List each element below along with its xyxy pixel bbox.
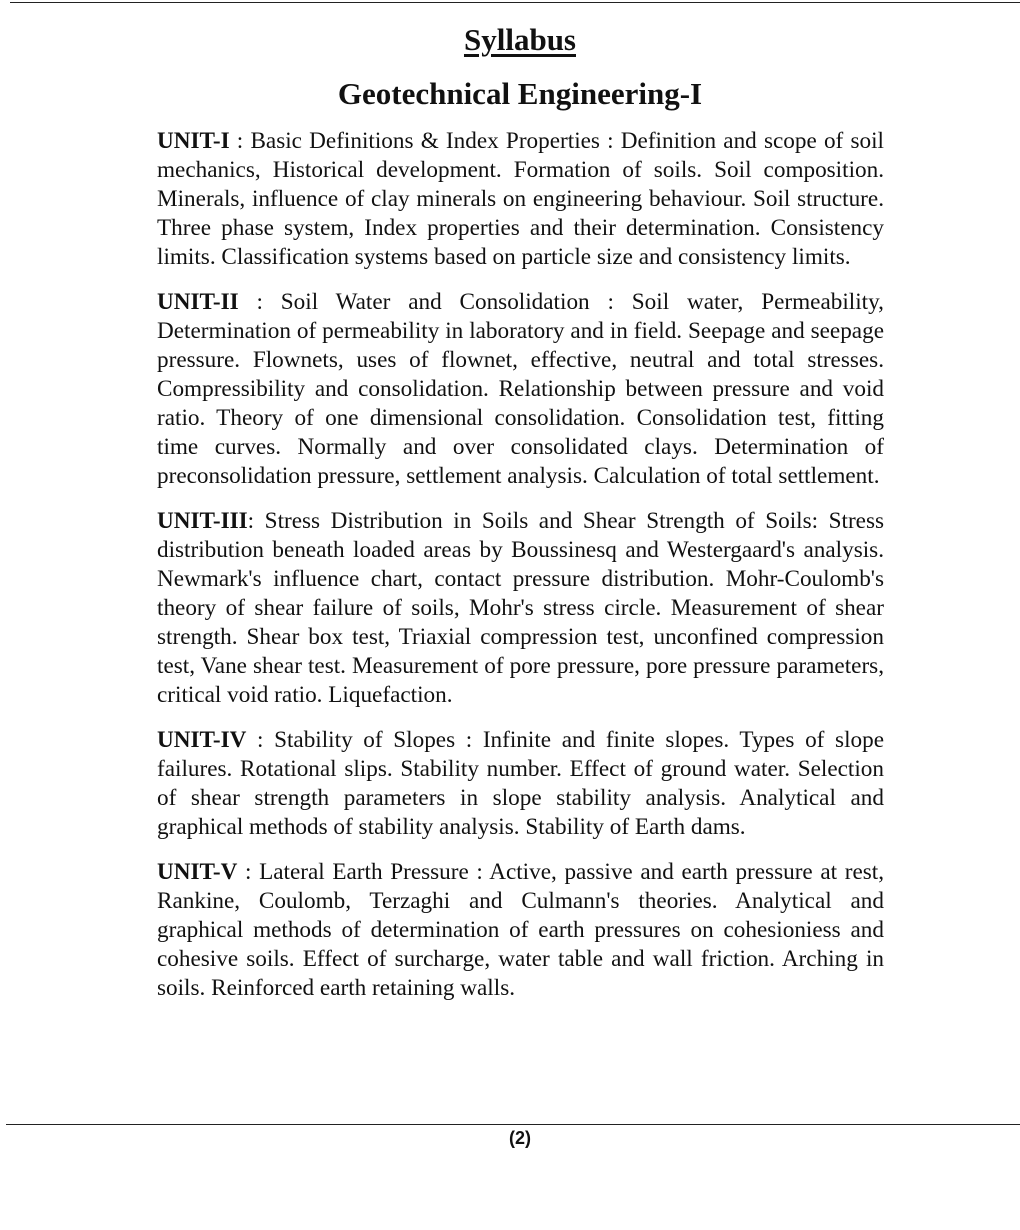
unit-separator: : xyxy=(238,289,281,315)
unit-label: UNIT-V xyxy=(157,859,238,885)
unit-2 xyxy=(157,288,884,491)
unit-3 xyxy=(157,507,884,710)
footer-rule xyxy=(6,1124,1020,1125)
unit-description: Stability of Slopes : Infinite and finite slopes. Types of slope failures. Rotational slips. Stability number. Effect of ground water. Selection of shear strength parameters in slope stability analysis. Analytical and graphical methods of stability analysis. Stability of Earth dams. xyxy=(157,727,884,840)
unit-1 xyxy=(157,127,884,272)
page-heading: Syllabus xyxy=(463,22,576,57)
unit-description: Lateral Earth Pressure : Active, passive and earth pressure at rest, Rankine, Coulomb, Terzaghi and Culmann's theories. Analytical and graphical methods of determination of earth pressures on cohesioniess and cohesive soils. Effect of surcharge, water table and wall friction. Arching in soils. Reinforced earth retaining walls. xyxy=(157,859,884,1001)
page-number: (2) xyxy=(509,1128,531,1148)
unit-separator: : xyxy=(246,727,275,753)
unit-description: Soil Water and Consolidation : Soil water, Permeability, Determination of permeability in laboratory and in field. Seepage and seepage pressure. Flownets, uses of flownet, effective, neutral and total stresses. Compressibility and consolidation. Relationship between pressure and void ratio. Theory of one dimensional consolidation. Consolidation test, fitting time curves. Normally and over consolidated clays. Determination of preconsolidation pressure, settlement analysis. Calculation of total settlement. xyxy=(157,289,884,489)
unit-separator: : xyxy=(229,128,251,154)
unit-label: UNIT-I xyxy=(157,128,230,154)
unit-separator: : xyxy=(247,508,265,534)
unit-label: UNIT-II xyxy=(157,289,239,315)
units-list xyxy=(157,127,884,1019)
unit-separator: : xyxy=(237,859,260,885)
unit-description: Stress Distribution in Soils and Shear Strength of Soils: Stress distribution beneath loaded areas by Boussinesq and Westergaard's analysis. Newmark's influence chart, contact pressure distribution. Mohr-Coulomb's theory of shear failure of soils, Mohr's stress circle. Measurement of shear strength. Shear box test, Triaxial compression test, unconfined compression test, Vane shear test. Measurement of pore pressure, pore pressure parameters, critical void ratio. Liquefaction. xyxy=(157,508,885,708)
subject-title: Geotechnical Engineering-I xyxy=(337,76,703,111)
top-rule xyxy=(10,2,1020,3)
unit-label: UNIT-III xyxy=(157,508,248,534)
unit-description: Basic Definitions & Index Properties : Definition and scope of soil mechanics, Historical development. Formation of soils. Soil composition. Minerals, influence of clay minerals on engineering behaviour. Soil structure. Three phase system, Index properties and their determination. Consistency limits. Classification systems based on particle size and consistency limits. xyxy=(157,128,884,270)
unit-4 xyxy=(157,726,884,842)
unit-5 xyxy=(157,858,884,1003)
unit-label: UNIT-IV xyxy=(157,727,247,753)
